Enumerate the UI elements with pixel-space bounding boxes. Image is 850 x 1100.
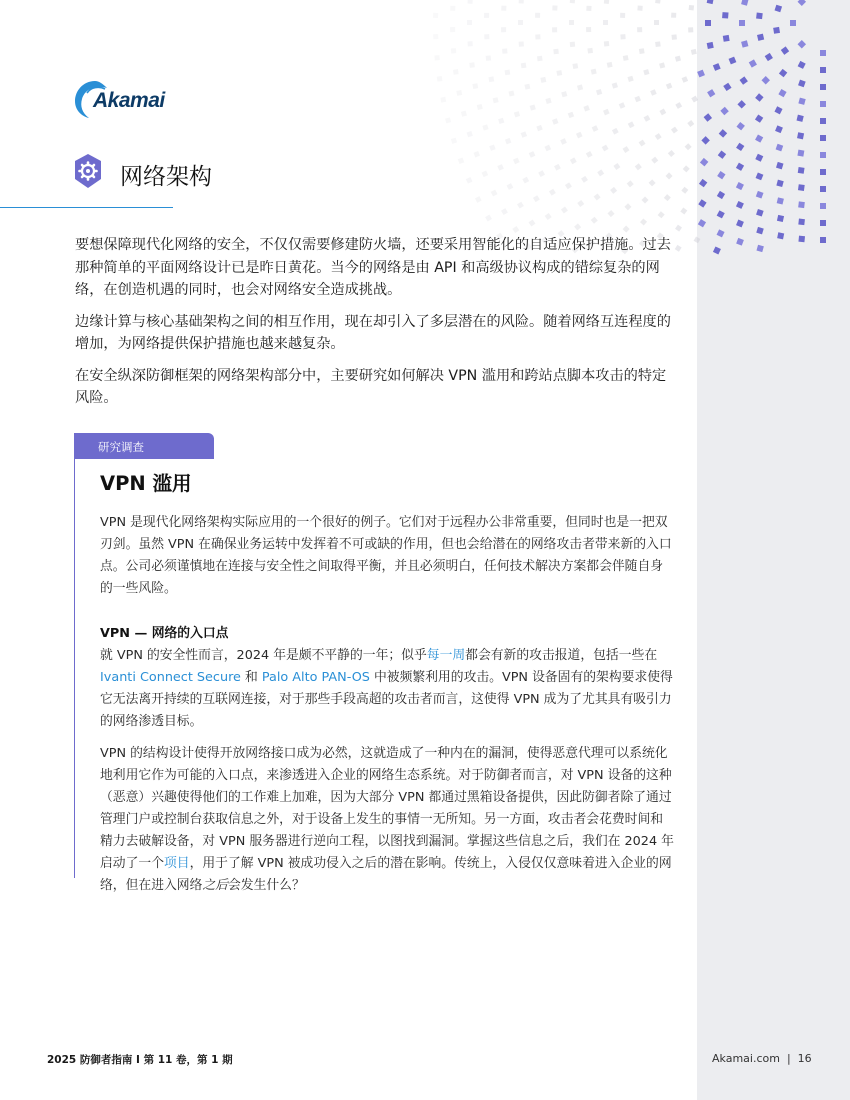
decorative-dot — [820, 186, 826, 192]
decorative-dot — [570, 0, 575, 3]
decorative-dot — [594, 193, 601, 200]
gear-shield-icon — [73, 153, 103, 189]
decorative-dot — [577, 84, 583, 90]
decorative-dot — [637, 5, 642, 10]
decorative-dot — [612, 82, 618, 88]
decorative-dot — [775, 5, 783, 13]
decorative-dot — [655, 133, 662, 140]
decorative-dot — [798, 236, 805, 243]
decorative-dot — [737, 100, 745, 108]
decorative-dot — [820, 152, 826, 158]
decorative-dot — [552, 27, 557, 32]
decorative-dot — [675, 225, 682, 232]
logo-wordmark: Akamai — [93, 89, 165, 112]
decorative-dot — [466, 177, 473, 184]
decorative-dot — [603, 20, 608, 25]
decorative-dot — [637, 27, 642, 32]
decorative-dot — [484, 13, 489, 18]
decorative-dot — [512, 226, 519, 233]
callout-tab: 研究调查 — [74, 433, 214, 459]
decorative-dot — [620, 13, 625, 18]
decorative-dot — [502, 48, 507, 53]
decorative-dot — [683, 165, 690, 172]
decorative-dot — [699, 179, 707, 187]
decorative-dot — [798, 219, 805, 226]
decorative-dot — [820, 67, 826, 73]
decorative-dot — [739, 20, 745, 26]
decorative-dot — [627, 76, 633, 82]
decorative-dot — [755, 114, 763, 122]
decorative-dot — [820, 203, 826, 209]
decorative-dot — [519, 41, 524, 46]
callout-paragraph: VPN 是现代化网络架构实际应用的一个很好的例子。它们对于远程办公非常重要，但同时也是一把双刃剑。虽然 VPN 在确保业务运转中发挥着不可或缺的作用，但也会给潜在的网络攻击者带来新的入口点。公司必须谨慎地在连接与安全性之间取得平衡，并且必须明白，任何技术解决方案都会伴随自身的一些风险。 — [100, 515, 672, 596]
every-week-link[interactable]: 每一周 — [426, 648, 466, 663]
decorative-dot — [451, 48, 456, 53]
decorative-dot — [607, 62, 613, 68]
decorative-dot — [713, 246, 721, 254]
decorative-dot — [798, 80, 806, 88]
decorative-dot — [773, 27, 780, 34]
palo-alto-link[interactable]: Palo Alto PAN-OS — [261, 670, 370, 685]
decorative-dot — [453, 69, 459, 75]
decorative-dot — [749, 59, 757, 67]
decorative-dot — [484, 34, 489, 39]
decorative-dot — [765, 53, 773, 61]
decorative-dot — [723, 83, 731, 91]
decorative-dot — [586, 27, 591, 32]
decorative-dot — [535, 34, 540, 39]
decorative-dot — [552, 5, 557, 10]
decorative-dot — [591, 217, 598, 224]
decorative-dot — [533, 195, 540, 202]
decorative-dot — [467, 41, 472, 46]
decorative-dot — [685, 143, 692, 150]
decorative-dot — [736, 220, 744, 228]
decorative-dot — [560, 138, 567, 145]
decorative-dot — [634, 96, 641, 103]
title-divider — [0, 207, 173, 208]
decorative-dot — [628, 121, 635, 128]
decorative-dot — [574, 223, 581, 230]
decorative-dot — [704, 113, 712, 121]
decorative-dot — [779, 69, 787, 77]
decorative-dot — [521, 63, 527, 69]
decorative-dot — [486, 55, 492, 61]
decorative-dot — [798, 40, 806, 48]
decorative-dot — [755, 93, 763, 101]
decorative-dot — [755, 154, 763, 162]
decorative-dot — [654, 20, 659, 25]
decorative-dot — [798, 184, 805, 191]
decorative-dot — [488, 76, 494, 82]
decorative-dot — [756, 227, 763, 234]
decorative-dot — [820, 84, 826, 90]
decorative-dot — [777, 197, 784, 204]
decorative-dot — [707, 0, 714, 4]
decorative-dot — [540, 77, 546, 83]
intro-paragraph: 边缘计算与核心基础架构之间的相互作用，现在却引入了多层潜在的风险。随着网络互连程度的增加，为网络提供保护措施也越来越复杂。 — [75, 313, 671, 352]
decorative-dot — [619, 102, 626, 109]
decorative-dot — [570, 42, 575, 47]
decorative-dot — [691, 96, 698, 103]
decorative-dot — [761, 76, 769, 84]
decorative-dot — [671, 127, 678, 134]
text-span: 和 — [240, 670, 262, 685]
decorative-dot — [467, 20, 472, 25]
callout-border — [74, 459, 75, 878]
decorative-dot — [530, 104, 536, 110]
decorative-dot — [623, 226, 630, 233]
decorative-dot — [489, 144, 495, 150]
decorative-dot — [497, 164, 504, 171]
decorative-dot — [592, 125, 599, 132]
decorative-dot — [467, 0, 472, 4]
decorative-dot — [498, 118, 504, 124]
decorative-dot — [655, 0, 661, 4]
decorative-dot — [668, 150, 675, 157]
decorative-dot — [777, 215, 784, 222]
decorative-dot — [757, 34, 764, 41]
decorative-dot — [591, 69, 597, 75]
decorative-dot — [524, 84, 530, 90]
decorative-dot — [649, 179, 656, 186]
decorative-dot — [698, 199, 706, 207]
footer-page-number: Akamai.com | 16 — [712, 1052, 812, 1065]
intro-paragraph: 要想保障现代化网络的安全，不仅仅需要修建防火墙，还要采用智能化的自适应保护措施。过去那种简单的平面网络设计已是昨日黄花。当今的网络是由 API 和高级协议构成的错综复杂的网络，在创造机遇的同时，也会对网络安全造成挑战。 — [75, 237, 671, 298]
decorative-dot — [641, 196, 648, 203]
text-span: 就 VPN 的安全性而言，2024 年是颇不平静的一年；似乎 — [100, 648, 427, 663]
decorative-dot — [666, 83, 673, 90]
decorative-dot — [514, 111, 520, 117]
decorative-dot — [501, 208, 508, 215]
decorative-dot — [553, 49, 559, 55]
decorative-dot — [666, 172, 673, 179]
decorative-dot — [529, 151, 536, 158]
decorative-dot — [722, 12, 728, 18]
decorative-dot — [537, 56, 543, 62]
decorative-dot — [707, 42, 714, 49]
decorative-dot — [583, 105, 589, 111]
decorative-dot — [682, 76, 689, 83]
decorative-dot — [569, 20, 574, 25]
decorative-dot — [723, 35, 730, 42]
decorative-dot — [597, 169, 604, 176]
decorative-dot — [700, 158, 708, 166]
decorative-dot — [713, 63, 721, 71]
decorative-dot — [451, 138, 457, 144]
footer-publication: 2025 防御者指南 I 第 11 卷，第 1 期 — [47, 1054, 233, 1066]
decorative-dot — [798, 98, 805, 105]
decorative-dot — [820, 237, 826, 243]
decorative-dot — [586, 6, 591, 11]
decorative-dot — [576, 132, 583, 139]
decorative-dot — [517, 202, 524, 209]
decorative-dot — [778, 89, 786, 97]
decorative-dot — [658, 211, 665, 218]
decorative-dot — [475, 196, 482, 203]
intro-paragraph: 在安全纵深防御框架的网络架构部分中，主要研究如何解决 VPN 滥用和跨站点脚本攻击的特定风险。 — [75, 367, 667, 406]
text-span: VPN 的结构设计使得开放网络接口成为必然，这就造成了一种内在的漏洞，使得恶意代理可以系统化地利用它作为可能的入口点，来渗透进入企业的网络生态系统。对于防御者而言，对 VPN 设备的这种（恶意）兴趣使得他们的工作难上加难，因为大部分 VPN 都通过黑箱设备提供，因此防御者除了通过管理门户或控制台获取信息之外，对于设备上发生的事情一无所知。另一方面，攻击者会花费时间和精力去破解设备，对 VPN 服务器进行逆向工程，以图找到漏洞。掌握这些信息之后，我们在 2024 年启动了一个 — [100, 746, 674, 871]
decorative-dot — [820, 169, 826, 175]
decorative-dot — [797, 115, 804, 122]
section-title: 网络架构 — [120, 164, 212, 190]
decorative-dot — [482, 171, 489, 178]
decorative-dot — [610, 187, 617, 194]
decorative-dot — [717, 191, 725, 199]
decorative-dot — [741, 0, 748, 6]
decorative-dot — [491, 190, 498, 197]
decorative-dot — [675, 56, 681, 62]
decorative-dot — [694, 236, 701, 243]
decorative-dot — [627, 180, 634, 187]
decorative-dot — [521, 131, 527, 137]
decorative-dot — [774, 106, 782, 114]
decorative-dot — [501, 6, 506, 11]
decorative-dot — [798, 201, 805, 208]
decorative-dot — [505, 138, 511, 144]
decorative-dot — [602, 145, 609, 152]
decorative-dot — [507, 183, 514, 190]
decorative-dot — [518, 20, 523, 25]
decorative-dot — [586, 151, 593, 158]
decorative-dot — [440, 97, 446, 103]
decorative-dot — [461, 111, 467, 117]
decorative-dot — [485, 215, 492, 222]
decorative-dot — [798, 167, 805, 174]
decorative-dot — [736, 163, 744, 171]
text-span: ，用于了解 VPN 被成功侵入之后的潜在影响。传统上，入侵仅仅意味着进入企业的网络，但在进入网络 — [100, 856, 672, 893]
research-callout — [100, 468, 675, 907]
callout-subheading: VPN — 网络的入口点 — [100, 626, 229, 641]
decorative-dot — [437, 76, 443, 82]
decorative-dot — [671, 34, 676, 39]
decorative-dot — [729, 57, 737, 65]
decorative-dot — [433, 34, 438, 39]
decorative-dot — [509, 90, 515, 96]
decorative-dot — [717, 210, 725, 218]
decorative-dot — [640, 218, 647, 225]
decorative-dot — [736, 182, 744, 190]
decorative-dot — [675, 245, 682, 252]
decorative-dot — [790, 20, 796, 26]
decorative-dot — [458, 158, 464, 164]
decorative-dot — [717, 171, 725, 179]
decorative-dot — [545, 213, 552, 220]
decorative-dot — [596, 89, 602, 95]
text-span: 会发生什么？ — [227, 878, 305, 893]
decorative-dot — [698, 219, 706, 227]
decorative-dot — [720, 107, 728, 115]
decorative-dot — [820, 220, 826, 226]
decorative-dot — [587, 48, 593, 54]
decorative-dot — [664, 194, 671, 201]
decorative-dot — [561, 207, 568, 214]
callout-paragraph — [100, 743, 675, 897]
decorative-dot — [635, 163, 642, 170]
decorative-dot — [719, 129, 727, 137]
decorative-dot — [467, 131, 473, 137]
decorative-dot — [456, 90, 462, 96]
decorative-dot — [513, 158, 520, 165]
decorative-dot — [469, 62, 475, 68]
decorative-dot — [603, 109, 610, 116]
decorative-dot — [519, 0, 524, 4]
decorative-dot — [536, 125, 542, 131]
decorative-dot — [681, 187, 688, 194]
decorative-dot — [493, 97, 499, 103]
decorative-dot — [740, 76, 748, 84]
emphasis-text: 之后 — [202, 878, 228, 893]
decorative-dot — [568, 112, 574, 118]
decorative-dot — [688, 27, 693, 32]
decorative-dot — [549, 189, 556, 196]
decorative-dot — [445, 117, 451, 123]
decorative-dot — [522, 177, 529, 184]
decorative-dot — [639, 140, 646, 147]
decorative-dot — [612, 128, 619, 135]
decorative-dot — [820, 101, 826, 107]
decorative-dot — [736, 238, 744, 246]
decorative-dot — [675, 102, 682, 109]
decorative-dot — [736, 143, 744, 151]
decorative-dot — [797, 150, 804, 157]
decorative-dot — [434, 55, 439, 60]
decorative-dot — [450, 27, 455, 32]
decorative-dot — [556, 70, 562, 76]
project-link[interactable]: 项目 — [163, 856, 190, 871]
decorative-dot — [671, 13, 676, 18]
decorative-dot — [552, 118, 558, 124]
decorative-dot — [689, 5, 695, 11]
decorative-dot — [505, 70, 511, 76]
text-span: 中被频繁利用的攻击。VPN 设备固有的架构要求使得它无法离开持续的互联网连接，对于那些手段高超的攻击者而言，这使得 VPN 成为了尤其具有吸引力的网络渗透目标。 — [100, 670, 673, 729]
decorative-dot — [477, 104, 483, 110]
decorative-dot — [691, 49, 697, 55]
decorative-dot — [565, 182, 572, 189]
decorative-dot — [777, 232, 784, 239]
decorative-dot — [705, 20, 711, 26]
text-span: 都会有新的攻击报道，包括一些在 — [465, 648, 658, 663]
decorative-dot — [554, 164, 561, 171]
decorative-dot — [604, 41, 609, 46]
decorative-dot — [741, 40, 748, 47]
decorative-dot — [535, 13, 540, 18]
decorative-dot — [577, 200, 584, 207]
decorative-dot — [776, 144, 784, 152]
decorative-dot — [756, 172, 764, 180]
decorative-dot — [561, 91, 567, 97]
decorative-dot — [797, 132, 804, 139]
decorative-dot — [433, 13, 438, 18]
intro-section — [75, 234, 675, 419]
decorative-dot — [756, 13, 763, 20]
decorative-dot — [756, 209, 764, 217]
decorative-dot — [659, 62, 665, 68]
decorative-dot — [776, 180, 783, 187]
decorative-dot — [659, 109, 666, 116]
decorative-dot — [623, 55, 629, 61]
decorative-dot — [798, 0, 806, 6]
decorative-dot — [544, 145, 551, 152]
decorative-dot — [620, 34, 625, 39]
decorative-dot — [643, 69, 649, 75]
decorative-dot — [820, 135, 826, 141]
decorative-dot — [655, 41, 661, 47]
decorative-dot — [736, 201, 744, 209]
decorative-dot — [651, 157, 658, 164]
decorative-dot — [697, 70, 705, 78]
decorative-dot — [482, 124, 488, 130]
decorative-dot — [572, 63, 578, 69]
decorative-dot — [680, 207, 687, 214]
decorative-dot — [613, 163, 620, 170]
callout-paragraph — [100, 645, 675, 733]
decorative-dot — [736, 122, 744, 130]
decorative-dot — [538, 170, 545, 177]
decorative-dot — [607, 210, 614, 217]
decorative-dot — [756, 245, 763, 252]
decorative-dot — [545, 98, 551, 104]
decorative-dot — [717, 229, 725, 237]
decorative-dot — [718, 150, 726, 158]
decorative-dot — [776, 162, 783, 169]
callout-title: VPN 滥用 — [100, 472, 192, 495]
decorative-dot — [820, 50, 826, 56]
decorative-dot — [639, 48, 645, 54]
decorative-dot — [798, 61, 806, 69]
decorative-dot — [781, 46, 789, 54]
decorative-dot — [474, 151, 480, 157]
decorative-dot — [624, 203, 631, 210]
decorative-dot — [707, 89, 715, 97]
decorative-dot — [623, 146, 630, 153]
decorative-dot — [472, 83, 478, 89]
decorative-dot — [501, 27, 506, 32]
decorative-dot — [529, 220, 536, 227]
decorative-dot — [755, 134, 763, 142]
decorative-dot — [650, 89, 657, 96]
decorative-dot — [775, 125, 783, 133]
decorative-dot — [756, 191, 764, 199]
decorative-dot — [581, 176, 588, 183]
decorative-dot — [701, 136, 709, 144]
decorative-dot — [820, 118, 826, 124]
decorative-dot — [450, 6, 455, 11]
decorative-dot — [687, 120, 694, 127]
decorative-dot — [604, 0, 609, 4]
decorative-dot — [570, 157, 577, 164]
ivanti-link[interactable]: Ivanti Connect Secure — [100, 670, 241, 685]
decorative-dot — [644, 115, 651, 122]
